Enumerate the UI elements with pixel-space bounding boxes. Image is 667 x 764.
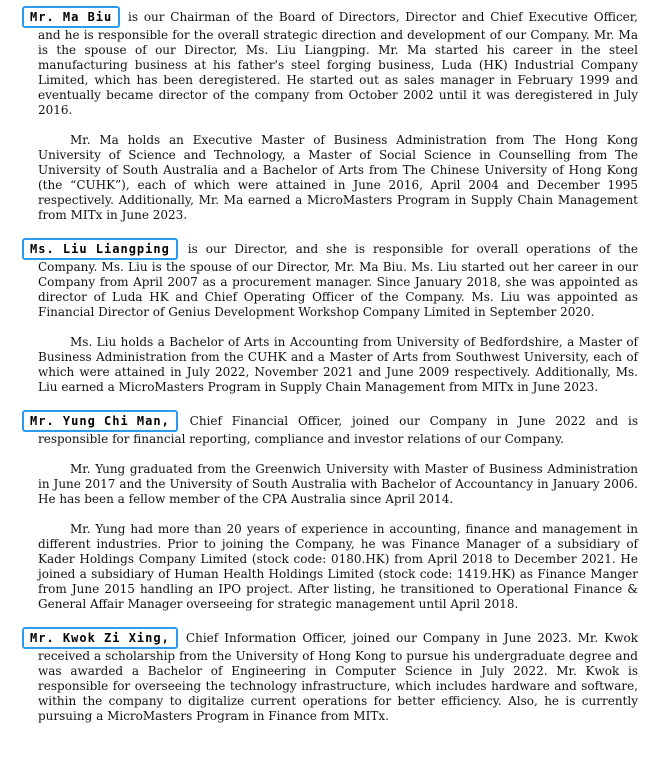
name-highlight-liu-liangping: Ms. Liu Liangping (22, 238, 178, 260)
bio-ma-biu (30, 6, 638, 118)
bio-kwok-zi-xing (30, 627, 638, 724)
bio-text: Chief Information Officer, joined our Company in June 2023. Mr. Kwok received a scholarship from the University of Hong Kong to pursue his undergraduate degree and was awarded a Bachelor of Engineering in Computer Science in July 2022. Mr. Kwok is responsible for overseeing the technology infrastructure, which includes hardware and software, within the company to digitalize current operations for better efficiency. Also, he is currently pursuing a MicroMasters Program in Finance from MITx. (38, 631, 638, 723)
name-highlight-yung-chi-man: Mr. Yung Chi Man, (22, 410, 178, 432)
bio-liu-liangping (30, 238, 638, 320)
bio-yung-chi-man-education: Mr. Yung graduated from the Greenwich University with Master of Business Administration in June 2017 and the University of South Australia with Bachelor of Accountancy in January 2006. He has been a fellow member of the CPA Australia since April 2014. (38, 462, 638, 506)
name-highlight-kwok-zi-xing: Mr. Kwok Zi Xing, (22, 627, 178, 649)
bio-liu-liangping-education: Ms. Liu holds a Bachelor of Arts in Accounting from University of Bedfordshire, a Master of Business Administration from the CUHK and a Master of Arts from Southwest University, each of which were attained in July 2022, November 2021 and June 2009 respectively. Additionally, Ms. Liu earned a MicroMasters Program in Supply Chain Management from MITx in June 2023. (38, 335, 638, 394)
bio-text: is our Director, and she is responsible for overall operations of the Company. Ms. Liu is the spouse of our Director, Mr. Ma Biu. Ms. Liu started out her career in our Company from April 2007 as a procurement manager. Since January 2018, she was appointed as director of Luda HK and Chief Operating Officer of the Company. Ms. Liu was appointed as Financial Director of Genius Development Workshop Company Limited in September 2020. (38, 242, 638, 319)
bio-ma-biu-education: Mr. Ma holds an Executive Master of Business Administration from The Hong Kong University of Science and Technology, a Master of Social Science in Counselling from The University of South Australia and a Bachelor of Arts from The Chinese University of Hong Kong (the “CUHK”), each of which were attained in June 2016, April 2004 and December 1995 respectively. Additionally, Mr. Ma earned a MicroMasters Program in Supply Chain Management from MITx in June 2023. (38, 133, 638, 222)
name-highlight-ma-biu: Mr. Ma Biu (22, 6, 120, 28)
document-page (30, 6, 638, 739)
bio-yung-chi-man-experience: Mr. Yung had more than 20 years of experience in accounting, finance and management in different industries. Prior to joining the Company, he was Finance Manager of a subsidiary of Kader Holdings Company Limited (stock code: 0180.HK) from April 2018 to December 2021. He joined a subsidiary of Human Health Holdings Limited (stock code: 1419.HK) as Finance Manger from June 2015 handling an IPO project. After listing, he transitioned to Operational Finance & General Affair Manager overseeing for strategic management until April 2018. (38, 522, 638, 611)
bio-yung-chi-man (30, 410, 638, 447)
bio-text: Chief Financial Officer, joined our Company in June 2022 and is responsible for financial reporting, compliance and investor relations of our Company. (38, 414, 638, 446)
bio-text: is our Chairman of the Board of Directors, Director and Chief Executive Officer, and he is responsible for the overall strategic direction and development of our Company. Mr. Ma is the spouse of our Director, Ms. Liu Liangping. Mr. Ma started his career in the steel manufacturing business at his father's steel forging business, Luda (HK) Industrial Company Limited, which has been deregistered. He started out as sales manager in February 1999 and eventually became director of the company from October 2002 until it was deregistered in July 2016. (38, 10, 638, 117)
